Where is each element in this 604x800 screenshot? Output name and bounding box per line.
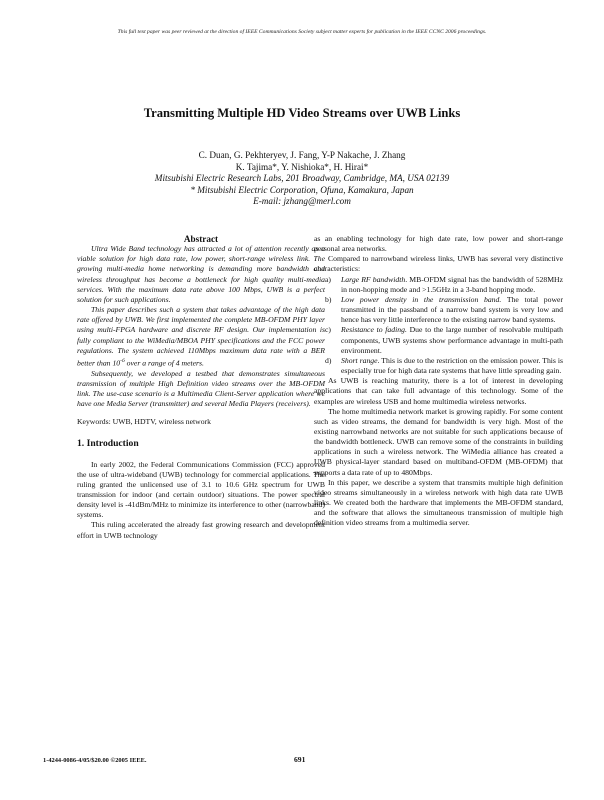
author-email: E-mail: jzhang@merl.com <box>253 196 351 207</box>
abstract-paragraph-2 <box>77 305 325 369</box>
abstract-paragraph-2-text: This paper describes such a system that takes advantage of the high data rate offered by UWB. We first implemented the complete MB-OFDM PHY layer using multi-FPGA hardware and discrete RF design. Our implementation is fully compliant to the WiMedia/MBOA PHY specifications and the FCC power regulations. The system achieved 110Mbps maximum data rate with a BER better than 10 <box>77 305 325 368</box>
paper-title: Transmitting Multiple HD Video Streams over UWB Links <box>143 106 461 120</box>
page-number: 691 <box>294 755 306 764</box>
intro-paragraph-1: In early 2002, the Federal Communications Commission (FCC) approved the use of ultra-wideband (UWB) technology for commercial applications. The ruling granted the unlicensed use of 3.1 to 10.6 GHz spectrum for UWB transmission for indoor (and certain outdoor) situations. The power spectral density level is -41dBm/MHz to minimize its interference to other (narrowband) systems. <box>77 459 325 520</box>
abstract-paragraph-3: Subsequently, we developed a testbed that demonstrates simultaneous transmission of multiple High Definition video streams over the MB-OFDM link. The use-case scenario is a Multimedia Client-Server application where we have one Media Server (transmitter) and several Media Players (receivers). <box>77 368 325 409</box>
list-item-text: . This is due to the restriction on the emission power. This is especially true for high data rate systems that have little spreading gain. <box>341 355 564 376</box>
abstract-heading: Abstract <box>183 234 219 244</box>
list-item-text: . MB-OFDM signal has the bandwidth of 528MHz in non-hopping mode and >1.5GHz in a 3-band hopping mode. <box>341 274 563 294</box>
list-item <box>314 325 563 355</box>
intro-paragraph-2: This ruling accelerated the already fast growing research and development effort in UWB technology <box>77 520 325 540</box>
maturity-paragraph: As UWB is reaching maturity, there is a lot of interest in developing applications that can take full advantage of this technology. Some of the examples are wireless USB and home multimedia wireless networks. <box>314 376 563 406</box>
list-item-label: d) <box>325 355 332 365</box>
list-item-label: c) <box>325 325 331 335</box>
paper-overview-paragraph: In this paper, we describe a system that transmits multiple high definition video streams simultaneously in a wireless network with high data rate UWB links. We created both the hardware that implements the MB-OFDM standard, and the software that allows the simultaneous transmission of multiple high definition video streams from a multimedia server. <box>314 477 563 528</box>
peer-review-notice: This full text paper was peer reviewed at the direction of IEEE Communications Society subject matter experts for publication in the IEEE CCNC 2006 proceedings. <box>117 29 487 35</box>
list-item-term: Resistance to fading. <box>341 325 407 335</box>
home-network-paragraph: The home multimedia network market is growing rapidly. For some content such as video streams, the demand for bandwidth is very high. Most of the existing narrowband networks are not suitable for such applications because of the bandwidth bottleneck. UWB can remove some of the constraints in building applications in such a wireless network. The WiMedia alliance has created a UWB physical-layer standard based on multiband-OFDM (MB-OFDM) that supports a data rate of up to 480Mbps. <box>314 406 563 477</box>
list-item-label: a) <box>325 274 331 284</box>
author-block <box>0 150 604 208</box>
list-item-term: Large RF bandwidth <box>341 274 406 284</box>
continued-paragraph: as an enabling technology for high date rate, low power and short-range personal area networks. <box>314 234 563 254</box>
abstract-paragraph-1: Ultra Wide Band technology has attracted a lot of attention recently as a viable solution for high data rate, low power, short-range wireless link. The growing multi-media home networking is demanding more bandwidth and wireless throughput has become a bottleneck for high quality multi-media services. With the maximum data rate above 100 Mbps, UWB is a perfect solution for such applications. <box>77 244 325 304</box>
characteristics-list <box>314 275 563 377</box>
affiliation-mitsubishi: * Mitsubishi Electric Corporation, Ofuna, Kamakura, Japan <box>190 184 414 195</box>
right-column <box>314 234 563 529</box>
list-item <box>314 295 563 325</box>
list-item <box>314 356 563 376</box>
list-item-text: The total power transmitted in the passband of a narrow band system is very low and hence has very little interference to the existing narrow band systems. <box>341 294 563 325</box>
author-list-2: K. Tajima*, Y. Nishioka*, H. Hirai* <box>235 161 369 172</box>
affiliation-merl: Mitsubishi Electric Research Labs, 201 Broadway, Cambridge, MA, USA 02139 <box>154 173 450 184</box>
copyright-line: 1-4244-0086-4/05/$20.00 ©2005 IEEE. <box>43 757 147 764</box>
abstract-paragraph-2-end: over a range of 4 meters. <box>124 358 204 368</box>
left-column <box>77 234 325 541</box>
section-heading-introduction: 1. Introduction <box>77 438 139 450</box>
list-item <box>314 275 563 295</box>
list-item-term: Short range <box>341 355 378 365</box>
ber-exponent: -6 <box>120 357 125 364</box>
author-list-1: C. Duan, G. Pekhteryev, J. Fang, Y-P Nakache, J. Zhang <box>198 150 406 160</box>
list-item-label: b) <box>325 294 332 304</box>
list-item-text: Due to the large number of resolvable multipath components, UWB systems show performance advantage in multi-path environment. <box>341 325 563 355</box>
keywords: Keywords: UWB, HDTV, wireless network <box>77 417 211 427</box>
list-item-term: Low power density in the transmission band. <box>341 294 502 304</box>
characteristics-intro: Compared to narrowband wireless links, UWB has several very distinctive characteristics: <box>314 254 563 274</box>
